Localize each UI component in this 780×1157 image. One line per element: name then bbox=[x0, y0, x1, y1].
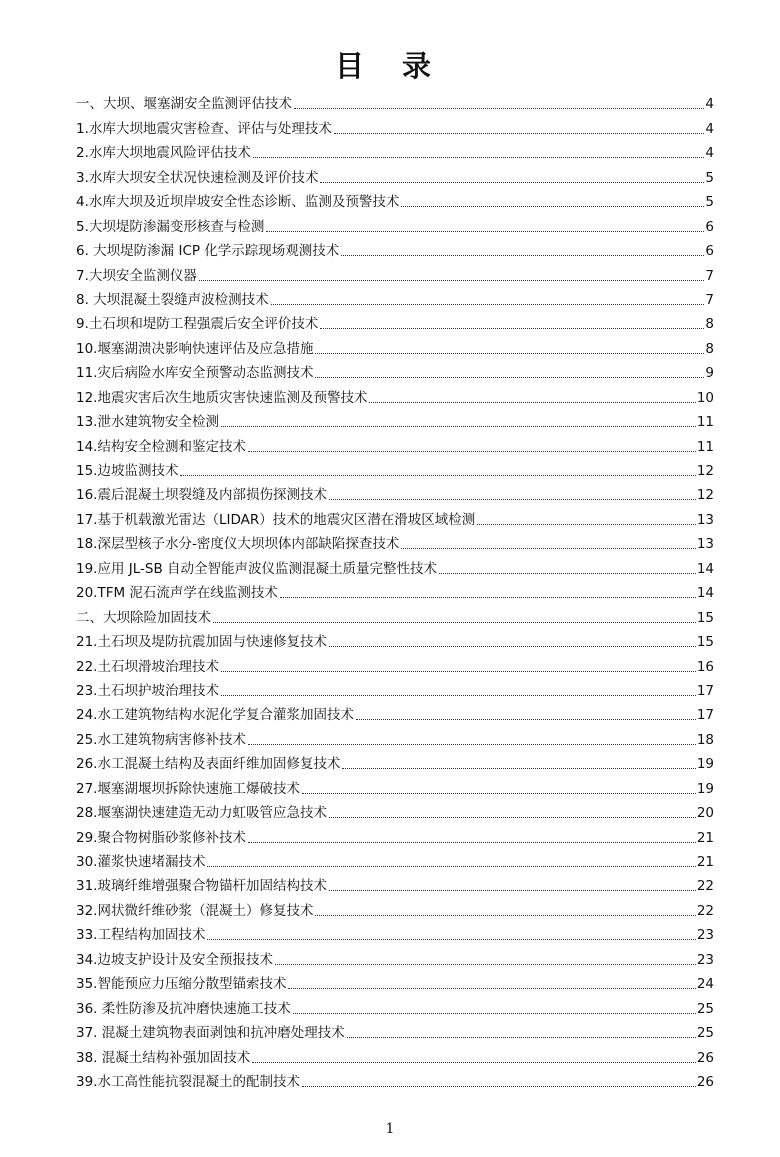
toc-entry-page: 26 bbox=[696, 1049, 714, 1066]
toc-entry-page: 6 bbox=[705, 243, 714, 260]
toc-entry[interactable] bbox=[76, 1067, 714, 1091]
toc-entry[interactable] bbox=[76, 944, 714, 968]
toc-entry[interactable] bbox=[76, 627, 714, 651]
page-title: 目 录 bbox=[334, 49, 446, 83]
toc-dot-leader bbox=[329, 817, 696, 818]
toc-dot-leader bbox=[248, 744, 696, 745]
toc-entry[interactable] bbox=[76, 895, 714, 919]
toc-entry-title: 31.玻璃纤维增强聚合物锚杆加固结构技术 bbox=[76, 878, 327, 895]
toc-entry-title: 17.基于机载激光雷达（LIDAR）技术的地震灾区潜在滑坡区域检测 bbox=[76, 511, 476, 528]
toc-dot-leader bbox=[280, 597, 696, 598]
toc-entry[interactable] bbox=[76, 822, 714, 846]
toc-dot-leader bbox=[293, 1013, 696, 1014]
toc-entry-title: 28.堰塞湖快速建造无动力虹吸管应急技术 bbox=[76, 805, 327, 822]
toc-entry[interactable] bbox=[76, 162, 714, 186]
toc-entry[interactable] bbox=[76, 847, 714, 871]
toc-entry[interactable] bbox=[76, 798, 714, 822]
toc-entry[interactable] bbox=[76, 285, 714, 309]
toc-entry-title: 11.灾后病险水库安全预警动态监测技术 bbox=[76, 365, 314, 382]
toc-dot-leader bbox=[320, 182, 704, 183]
toc-entry-page: 5 bbox=[705, 194, 714, 211]
toc-entry[interactable] bbox=[76, 553, 714, 577]
toc-entry-title: 24.水工建筑物结构水泥化学复合灌浆加固技术 bbox=[76, 707, 354, 724]
toc-entry-title: 38. 混凝土结构补强加固技术 bbox=[76, 1049, 251, 1066]
toc-dot-leader bbox=[180, 475, 695, 476]
toc-entry-page: 25 bbox=[696, 1025, 714, 1042]
toc-entry-page: 23 bbox=[696, 951, 714, 968]
toc-entry-page: 19 bbox=[696, 780, 714, 797]
toc-dot-leader bbox=[288, 988, 695, 989]
toc-entry[interactable] bbox=[76, 333, 714, 357]
toc-entry-page: 21 bbox=[696, 854, 714, 870]
toc-dot-leader bbox=[347, 1037, 696, 1038]
toc-entry-page: 13 bbox=[696, 511, 714, 528]
toc-entry-title: 4.水库大坝及近坝岸坡安全性态诊断、监测及预警技术 bbox=[76, 194, 400, 211]
toc-dot-leader bbox=[199, 280, 705, 281]
toc-entry-page: 11 bbox=[696, 438, 714, 455]
toc-entry-page: 12 bbox=[696, 463, 714, 479]
toc-entry-title: 33.工程结构加固技术 bbox=[76, 927, 206, 944]
toc-entry-page: 12 bbox=[696, 487, 714, 504]
toc-entry[interactable] bbox=[76, 504, 714, 528]
toc-entry-title: 13.泄水建筑物安全检测 bbox=[76, 414, 219, 431]
toc-entry[interactable] bbox=[76, 676, 714, 700]
toc-entry[interactable] bbox=[76, 480, 714, 504]
toc-entry-title: 10.堰塞湖溃决影响快速评估及应急措施 bbox=[76, 340, 314, 357]
toc-entry-title: 1.水库大坝地震灾害检查、评估与处理技术 bbox=[76, 120, 332, 137]
toc-entry-title: 18.深层型核子水分-密度仪大坝坝体内部缺陷探查技术 bbox=[76, 536, 400, 553]
toc-entry-page: 6 bbox=[705, 218, 714, 235]
toc-entry[interactable] bbox=[76, 236, 714, 260]
toc-entry-page: 26 bbox=[696, 1073, 714, 1090]
toc-entry-page: 25 bbox=[696, 1000, 714, 1017]
toc-dot-leader bbox=[329, 646, 696, 647]
toc-entry-page: 15 bbox=[696, 609, 714, 626]
toc-entry[interactable] bbox=[76, 309, 714, 333]
toc-entry[interactable] bbox=[76, 187, 714, 211]
toc-entry[interactable] bbox=[76, 358, 714, 382]
toc-dot-leader bbox=[315, 915, 695, 916]
toc-entry-title: 29.聚合物树脂砂浆修补技术 bbox=[76, 829, 246, 846]
toc-entry[interactable] bbox=[76, 113, 714, 137]
toc-dot-leader bbox=[221, 426, 696, 427]
toc-entry-title: 6. 大坝堤防渗漏 ICP 化学示踪现场观测技术 bbox=[76, 243, 340, 260]
toc-entry-title: 25.水工建筑物病害修补技术 bbox=[76, 731, 246, 748]
toc-dot-leader bbox=[252, 1062, 696, 1063]
toc-entry-title: 32.网状微纤维砂浆（混凝土）修复技术 bbox=[76, 902, 314, 919]
toc-dot-leader bbox=[248, 451, 696, 452]
toc-dot-leader bbox=[302, 793, 696, 794]
toc-entry-title: 5.大坝堤防渗漏变形核查与检测 bbox=[76, 218, 265, 235]
toc-dot-leader bbox=[477, 524, 696, 525]
toc-entry-page: 19 bbox=[696, 756, 714, 773]
toc-dot-leader bbox=[207, 939, 695, 940]
toc-entry-title: 21.土石坝及堤防抗震加固与快速修复技术 bbox=[76, 634, 327, 651]
toc-entry-page: 24 bbox=[696, 976, 714, 993]
toc-entry-page: 14 bbox=[696, 585, 714, 602]
toc-entry-title: 8. 大坝混凝土裂缝声波检测技术 bbox=[76, 291, 269, 308]
toc-dot-leader bbox=[221, 695, 696, 696]
toc-dot-leader bbox=[207, 866, 695, 867]
toc-entry-title: 15.边坡监测技术 bbox=[76, 463, 179, 479]
toc-entry-page: 8 bbox=[705, 316, 714, 333]
toc-entry[interactable] bbox=[76, 749, 714, 773]
toc-dot-leader bbox=[271, 304, 705, 305]
toc-dot-leader bbox=[302, 1086, 696, 1087]
toc-entry-page: 22 bbox=[696, 878, 714, 895]
toc-entry-title: 23.土石坝护坡治理技术 bbox=[76, 682, 219, 699]
toc-entry-page: 23 bbox=[696, 927, 714, 944]
toc-dot-leader bbox=[342, 768, 695, 769]
toc-entry[interactable] bbox=[76, 651, 714, 675]
toc-entry-page: 4 bbox=[705, 96, 714, 113]
toc-entry-title: 二、大坝除险加固技术 bbox=[76, 609, 211, 626]
toc-entry-title: 2.水库大坝地震风险评估技术 bbox=[76, 145, 251, 162]
toc-entry[interactable] bbox=[76, 407, 714, 431]
toc-entry-page: 20 bbox=[696, 805, 714, 822]
toc-entry[interactable] bbox=[76, 138, 714, 162]
toc-dot-leader bbox=[401, 206, 704, 207]
toc-entry[interactable] bbox=[76, 211, 714, 235]
toc-entry-title: 37. 混凝土建筑物表面剥蚀和抗冲磨处理技术 bbox=[76, 1025, 345, 1042]
toc-entry[interactable] bbox=[76, 724, 714, 748]
toc-entry-page: 22 bbox=[696, 902, 714, 919]
toc-entry[interactable] bbox=[76, 456, 714, 480]
toc-entry[interactable] bbox=[76, 382, 714, 406]
toc-entry-page: 5 bbox=[705, 169, 714, 186]
toc-entry-title: 12.地震灾害后次生地质灾害快速监测及预警技术 bbox=[76, 389, 368, 406]
toc-entry-page: 13 bbox=[696, 536, 714, 553]
toc-dot-leader bbox=[356, 719, 696, 720]
toc-entry-page: 17 bbox=[696, 682, 714, 699]
toc-entry[interactable] bbox=[76, 920, 714, 944]
toc-entry-title: 20.TFM 泥石流声学在线监测技术 bbox=[76, 585, 278, 602]
toc-dot-leader bbox=[369, 402, 695, 403]
toc-entry-page: 7 bbox=[705, 291, 714, 308]
toc-entry-title: 26.水工混凝土结构及表面纤维加固修复技术 bbox=[76, 756, 341, 773]
toc-dot-leader bbox=[320, 328, 704, 329]
toc-entry-page: 14 bbox=[696, 560, 714, 577]
toc-entry-title: 36. 柔性防渗及抗冲磨快速施工技术 bbox=[76, 1000, 291, 1017]
toc-entry-title: 34.边坡支护设计及安全预报技术 bbox=[76, 951, 273, 968]
toc-dot-leader bbox=[439, 573, 696, 574]
page-number: 1 bbox=[385, 1121, 395, 1137]
toc-entry[interactable] bbox=[76, 431, 714, 455]
toc-dot-leader bbox=[221, 671, 696, 672]
toc-entry-page: 15 bbox=[696, 634, 714, 651]
toc-entry-title: 14.结构安全检测和鉴定技术 bbox=[76, 438, 246, 455]
toc-entry-title: 22.土石坝滑坡治理技术 bbox=[76, 658, 219, 675]
toc-entry[interactable] bbox=[76, 700, 714, 724]
toc-entry[interactable] bbox=[76, 602, 714, 626]
toc-entry-title: 7.大坝安全监测仪器 bbox=[76, 267, 197, 284]
toc-entry-page: 11 bbox=[696, 414, 714, 431]
toc-entry-title: 27.堰塞湖堰坝拆除快速施工爆破技术 bbox=[76, 780, 300, 797]
toc-dot-leader bbox=[341, 255, 704, 256]
toc-entry[interactable] bbox=[76, 871, 714, 895]
toc-entry-page: 10 bbox=[696, 389, 714, 406]
toc-entry[interactable] bbox=[76, 969, 714, 993]
toc-entry-title: 19.应用 JL-SB 自动全智能声波仪监测混凝土质量完整性技术 bbox=[76, 560, 438, 577]
toc-entry[interactable] bbox=[76, 993, 714, 1017]
toc-entry-page: 7 bbox=[705, 267, 714, 284]
toc-dot-leader bbox=[329, 499, 696, 500]
toc-entry[interactable] bbox=[76, 578, 714, 602]
toc-dot-leader bbox=[315, 377, 704, 378]
toc-dot-leader bbox=[253, 157, 705, 158]
table-of-contents bbox=[76, 89, 714, 1091]
toc-entry-page: 8 bbox=[705, 340, 714, 357]
toc-entry-title: 3.水库大坝安全状况快速检测及评价技术 bbox=[76, 169, 319, 186]
toc-entry[interactable] bbox=[76, 1042, 714, 1066]
toc-entry-title: 39.水工高性能抗裂混凝土的配制技术 bbox=[76, 1073, 300, 1090]
toc-entry-page: 9 bbox=[705, 365, 714, 382]
toc-entry-title: 一、大坝、堰塞湖安全监测评估技术 bbox=[76, 96, 292, 113]
toc-entry-title: 9.土石坝和堤防工程强震后安全评价技术 bbox=[76, 316, 319, 333]
toc-entry-page: 4 bbox=[705, 120, 714, 137]
toc-dot-leader bbox=[334, 133, 705, 134]
toc-entry-page: 17 bbox=[696, 707, 714, 724]
toc-entry-page: 21 bbox=[696, 829, 714, 846]
toc-dot-leader bbox=[329, 890, 696, 891]
toc-entry-title: 16.震后混凝土坝裂缝及内部损伤探测技术 bbox=[76, 487, 327, 504]
toc-entry-page: 16 bbox=[696, 658, 714, 675]
toc-entry[interactable] bbox=[76, 89, 714, 113]
toc-dot-leader bbox=[294, 108, 704, 109]
toc-entry[interactable] bbox=[76, 260, 714, 284]
toc-dot-leader bbox=[315, 353, 704, 354]
toc-entry-title: 35.智能预应力压缩分散型锚索技术 bbox=[76, 976, 287, 993]
toc-entry-page: 18 bbox=[696, 731, 714, 748]
toc-entry-page: 4 bbox=[705, 145, 714, 162]
toc-dot-leader bbox=[248, 842, 696, 843]
toc-dot-leader bbox=[213, 622, 696, 623]
toc-dot-leader bbox=[401, 548, 695, 549]
toc-entry[interactable] bbox=[76, 1018, 714, 1042]
toc-entry[interactable] bbox=[76, 529, 714, 553]
toc-entry-title: 30.灌浆快速堵漏技术 bbox=[76, 854, 206, 870]
toc-entry[interactable] bbox=[76, 773, 714, 797]
toc-dot-leader bbox=[266, 231, 704, 232]
toc-dot-leader bbox=[275, 964, 696, 965]
